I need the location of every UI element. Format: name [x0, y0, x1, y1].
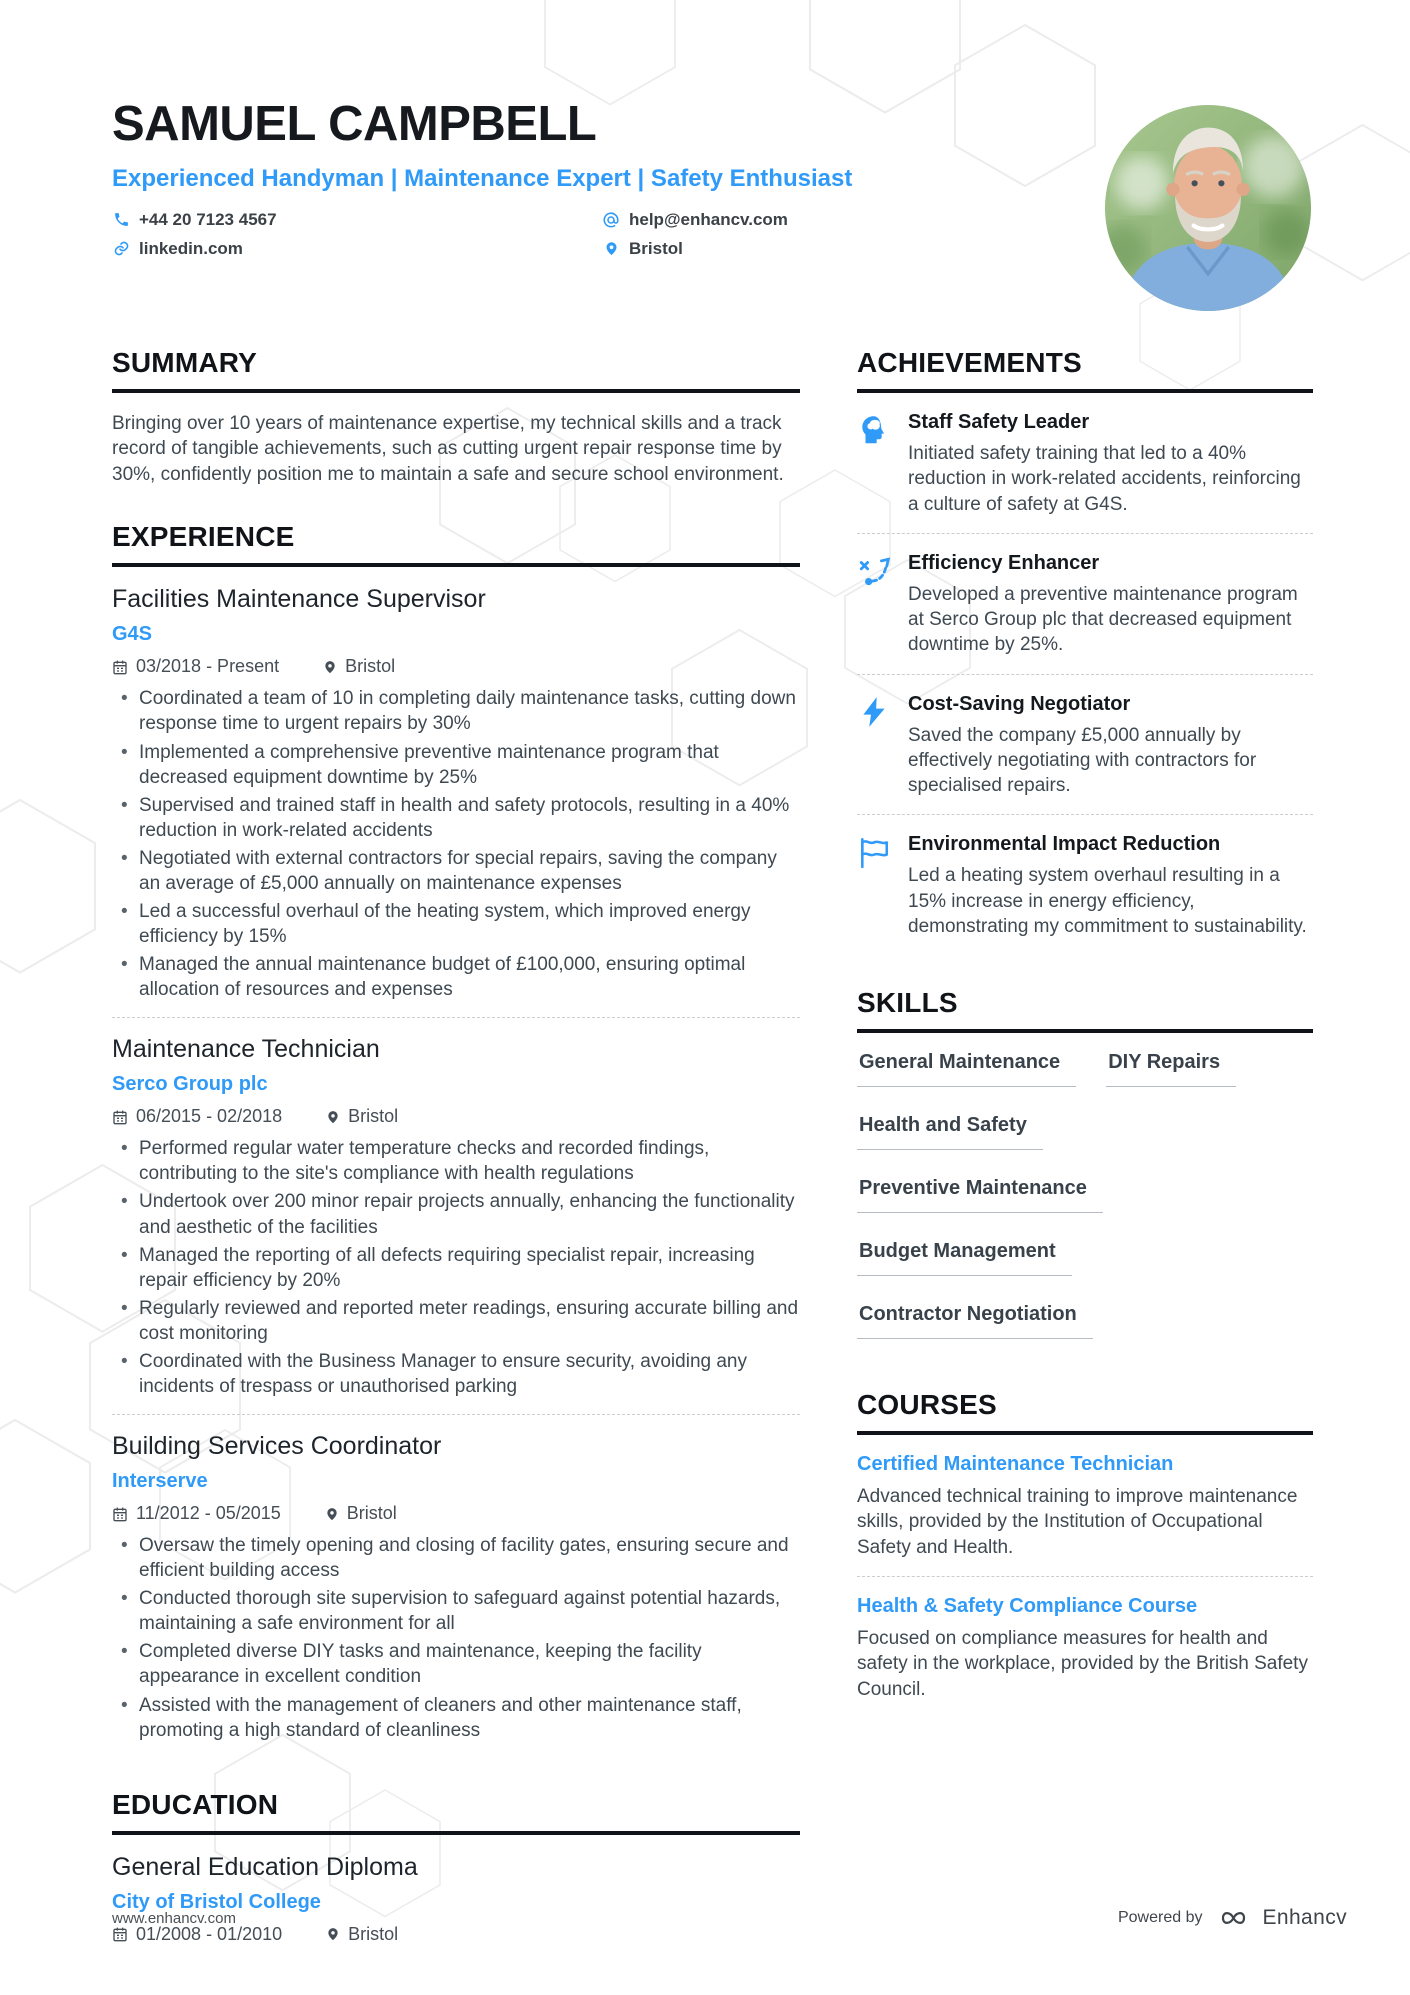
- bullet: • Oversaw the timely opening and closing of facility gates, ensuring secure and efficient building access: [112, 1533, 800, 1583]
- job-dates: 06/2015 - 02/2018: [112, 1106, 282, 1127]
- achievement-text: Saved the company £5,000 annually by effectively negotiating with contractors for specialised repairs.: [908, 724, 1257, 797]
- brain-head-icon: [857, 411, 893, 517]
- lightning-bolt-icon: [857, 693, 893, 799]
- course-item: [857, 1595, 1313, 1702]
- job-title: Building Services Coordinator: [112, 1432, 442, 1461]
- job-dates: 11/2012 - 05/2015: [112, 1503, 281, 1524]
- calendar-icon: [112, 1506, 128, 1522]
- bullet: • Regularly reviewed and reported meter readings, ensuring accurate billing and cost monitoring: [112, 1296, 800, 1346]
- person-name: SAMUEL CAMPBELL: [112, 97, 597, 151]
- achievement-text: Initiated safety training that led to a 40% reduction in work-related accidents, reinforcing a culture of safety at G4S.: [908, 443, 1301, 515]
- achievement-item: [857, 552, 1313, 658]
- achievement-item: [857, 833, 1313, 939]
- skill-tag: General Maintenance: [857, 1051, 1076, 1087]
- enhancv-logo-icon: [1214, 1905, 1347, 1931]
- education-location: Bristol: [326, 1924, 398, 1945]
- courses-heading: COURSES: [857, 1389, 1313, 1435]
- achievement-title: Efficiency Enhancer: [908, 551, 1100, 574]
- skill-tag: Preventive Maintenance: [857, 1177, 1103, 1213]
- powered-by-label: Powered by: [1117, 1909, 1203, 1926]
- job-location: Bristol: [325, 1503, 397, 1524]
- achievement-item: [857, 411, 1313, 517]
- divider: [857, 1576, 1313, 1577]
- summary-text: Bringing over 10 years of maintenance expertise, my technical skills and a track record of tangible achievements, such as cutting urgent repair response time by 30%, confidently position me to maintain a safe and secure school environment.: [112, 413, 784, 485]
- skill-tag: DIY Repairs: [1106, 1051, 1236, 1087]
- achievement-text: Led a heating system overhaul resulting in a 15% increase in energy efficiency, demonstrating my commitment to sustainability.: [908, 865, 1307, 937]
- divider: [857, 533, 1313, 534]
- divider: [112, 1414, 800, 1415]
- footer: [112, 1905, 1347, 1931]
- skills-list: [857, 1051, 1313, 1339]
- contact-location-value: Bristol: [629, 238, 683, 258]
- summary-section: [112, 347, 800, 487]
- course-title: Certified Maintenance Technician: [857, 1453, 1174, 1476]
- phone-icon: [112, 211, 130, 228]
- achievements-section: [857, 347, 1313, 939]
- bullet: • Managed the annual maintenance budget of £100,000, ensuring optimal allocation of resources and expenses: [112, 952, 800, 1002]
- calendar-icon: [112, 1109, 128, 1125]
- degree-title: General Education Diploma: [112, 1852, 418, 1881]
- bullet: • Undertook over 200 minor repair projects annually, enhancing the functionality and aesthetic of the facilities: [112, 1189, 800, 1239]
- experience-entry: [112, 1432, 800, 1743]
- contact-location: [602, 234, 892, 263]
- contact-email[interactable]: [602, 205, 892, 234]
- strategy-icon: [857, 552, 893, 658]
- job-bullets: [112, 1136, 800, 1399]
- bullet: • Conducted thorough site supervision to safeguard against potential hazards, maintaining a safe environment for all: [112, 1586, 800, 1636]
- achievements-heading: ACHIEVEMENTS: [857, 347, 1313, 393]
- divider: [857, 674, 1313, 675]
- bullet: • Supervised and trained staff in health and safety protocols, resulting in a 40% reduction in work-related accidents: [112, 793, 800, 843]
- header: [112, 96, 1313, 263]
- job-title: Maintenance Technician: [112, 1035, 380, 1064]
- contact-linkedin[interactable]: [112, 234, 602, 263]
- skill-tag: Contractor Negotiation: [857, 1303, 1093, 1339]
- contact-info: [112, 205, 892, 263]
- skill-tag: Budget Management: [857, 1240, 1072, 1276]
- achievement-title: Cost-Saving Negotiator: [908, 692, 1131, 715]
- bullet: • Coordinated with the Business Manager to ensure security, avoiding any incidents of trespass or unauthorised parking: [112, 1349, 800, 1399]
- job-company: G4S: [112, 623, 153, 646]
- achievement-title: Staff Safety Leader: [908, 411, 1090, 433]
- flag-icon: [857, 833, 893, 939]
- job-company: Serco Group plc: [112, 1073, 268, 1096]
- bullet: • Completed diverse DIY tasks and maintenance, keeping the facility appearance in excellent condition: [112, 1639, 800, 1689]
- brand-name: Enhancv: [1262, 1906, 1347, 1929]
- location-pin-icon: [326, 1109, 340, 1125]
- link-icon: [112, 240, 130, 257]
- bullet: • Assisted with the management of cleaners and other maintenance staff, promoting a high standard of cleanliness: [112, 1693, 800, 1743]
- courses-section: [857, 1389, 1313, 1702]
- skill-tag: Health and Safety: [857, 1114, 1043, 1150]
- course-text: Focused on compliance measures for health and safety in the workplace, provided by the British Safety Council.: [857, 1627, 1308, 1700]
- divider: [857, 814, 1313, 815]
- course-title: Health & Safety Compliance Course: [857, 1594, 1198, 1617]
- job-title: Facilities Maintenance Supervisor: [112, 585, 486, 614]
- experience-section: [112, 521, 800, 1742]
- bullet: • Implemented a comprehensive preventive maintenance program that decreased equipment downtime by 25%: [112, 740, 800, 790]
- skills-section: [857, 987, 1313, 1339]
- divider: [112, 1017, 800, 1018]
- bullet: • Negotiated with external contractors for special repairs, saving the company an average of £5,000 annually on maintenance expenses: [112, 846, 800, 896]
- summary-heading: SUMMARY: [112, 347, 800, 393]
- school-name: City of Bristol College: [112, 1890, 321, 1913]
- location-pin-icon: [325, 1506, 339, 1522]
- bullet: • Coordinated a team of 10 in completing daily maintenance tasks, cutting down response time to urgent repairs by 30%: [112, 686, 800, 736]
- at-icon: [602, 211, 620, 229]
- job-company: Interserve: [112, 1470, 208, 1493]
- location-pin-icon: [602, 240, 620, 257]
- job-location: Bristol: [326, 1106, 398, 1127]
- skills-heading: SKILLS: [857, 987, 1313, 1033]
- bullet: • Performed regular water temperature checks and recorded findings, contributing to the site's compliance with health regulations: [112, 1136, 800, 1186]
- contact-phone[interactable]: [112, 205, 602, 234]
- achievement-title: Environmental Impact Reduction: [908, 833, 1221, 856]
- experience-heading: EXPERIENCE: [112, 521, 800, 567]
- course-text: Advanced technical training to improve maintenance skills, provided by the Institution of Occupational Safety and Health.: [857, 1486, 1298, 1558]
- education-dates: 01/2008 - 01/2010: [112, 1924, 282, 1945]
- job-bullets: [112, 1533, 800, 1743]
- calendar-icon: [112, 659, 128, 675]
- job-dates: 03/2018 - Present: [112, 656, 279, 677]
- bullet: • Led a successful overhaul of the heating system, which improved energy efficiency by 15%: [112, 899, 800, 949]
- contact-linkedin-value: linkedin.com: [139, 238, 243, 258]
- job-location: Bristol: [323, 656, 395, 677]
- achievement-text: Developed a preventive maintenance program at Serco Group plc that decreased equipment downtime by 25%.: [908, 583, 1298, 656]
- footer-site-link[interactable]: www.enhancv.com: [112, 1909, 236, 1927]
- person-title: Experienced Handyman | Maintenance Expert | Safety Enthusiast: [112, 165, 853, 192]
- contact-email-value: help@enhancv.com: [629, 209, 788, 229]
- job-bullets: [112, 686, 800, 1002]
- education-heading: EDUCATION: [112, 1789, 800, 1835]
- achievement-item: [857, 693, 1313, 799]
- bullet: • Managed the reporting of all defects requiring specialist repair, increasing repair efficiency by 20%: [112, 1243, 800, 1293]
- contact-phone-value: +44 20 7123 4567: [139, 209, 277, 229]
- course-item: [857, 1453, 1313, 1560]
- location-pin-icon: [323, 659, 337, 675]
- experience-entry: [112, 1035, 800, 1399]
- experience-entry: [112, 585, 800, 1002]
